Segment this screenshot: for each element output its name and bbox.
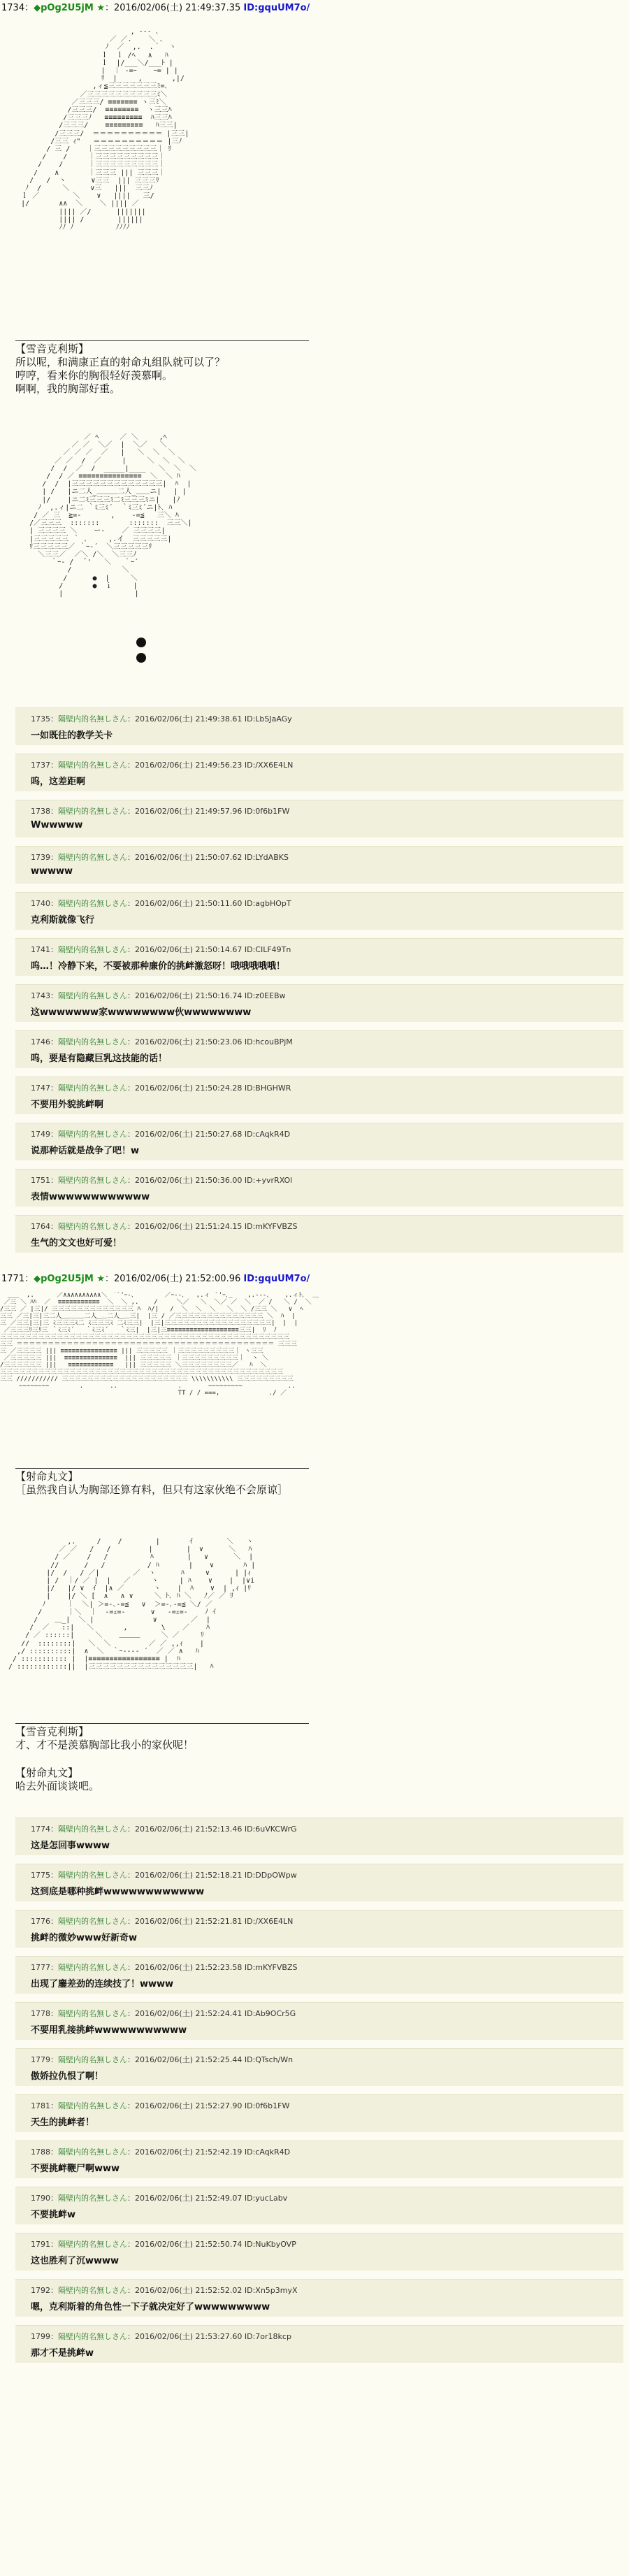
reply-1788: 1788：隔壁内的名無しさん：2016/02/06(土) 21:52:42.19 ID:cAqkR4D 不要挑衅鞭尸啊www [15,2140,623,2178]
reply-message: 生气的文文也好可爱！ [31,1238,122,1249]
reply-name: 隔壁内的名無しさん [58,1037,127,1046]
reply-message: 克利斯就像飞行 [31,915,95,926]
reply-name: 隔壁内的名無しさん [58,1222,127,1231]
speaker-label: 【雪音克利斯】 [15,1725,89,1738]
reply-1740: 1740：隔壁内的名無しさん：2016/02/06(土) 21:50:11.60 ID:agbHOpT 克利斯就像飞行 [15,892,623,930]
reply-number[interactable]: 1738 [31,807,50,816]
post-datetime: ：2016/02/06(土) 21:49:37.35 [104,3,241,13]
reply-name: 隔壁内的名無しさん [58,853,127,862]
reply-meta: ：2016/02/06(土) 21:52:13.46 ID:6uVKCWrG [127,1825,297,1834]
speech-chris-1 [15,343,225,396]
ascii-art-clash-scene: ___ ,. ／∧∧∧∧∧∧∧∧∧∧＼ ｀ﾞ'ｰ-､ ／ｰ‐-､ ,.ィ ﾞ'ｰ､_ ,.-‐-､ ,.ィﾄ､ ＿ ／三 ＼ ﾊﾊ ／ ≡≡≡≡≡≡≡≡≡≡≡ ＼ ＼ ,. / ＼／ ＼ ＼／ ／ ＼ ／ / ＼ / ＼ /三三 ／ |三|/ 三三三三三三三三三三三三三 ﾊ ﾊ/| / ＼ ＼ ＼ ＼ ＼ /三三 ＼ ∨ ﾍ 三三 ／三|三|三二人_＿＿＿二人_＿二人_＿三| |三 / ／三三三三三三三三三三三三三三 ＼ ﾊ | 三 ／三三|三|三 ﾐ三三三ﾐ二 ﾐ三三三ﾐ 二ﾐ三三| |三|三三三三三三三三三三三三三三三三三| | | ／三三三ﾘ三ﾘ三 ｀ﾐ三ﾐ´ ｀ﾐ三ﾐ´ ｀ﾐ三| |三|三≡≡≡≡≡≡≡≡≡≡≡≡≡≡≡≡≡≡≡三三| ﾘ ﾉ 三三三三三三三三三三三三三三三三三三三三三三三三三三三三三三三三三三三三三三三三三三三三三三 三三 ＝＝＝＝＝＝＝＝＝＝＝＝＝＝＝＝＝＝＝＝＝＝＝＝＝＝＝＝＝＝＝＝＝＝＝＝＝＝＝＝＝ 三三三 三 ／三三三三 ||| ≡≡≡≡≡≡≡≡≡≡≡≡≡≡≡ ||| 三三三三三 ｜三三三三三三三三三｜ ヽ三三 ／三三三三三 ||| ≡≡≡≡≡≡≡≡≡≡≡≡≡≡ ||| 三三三三三 ｜三三三三三三三三三｜ ヽ ＼ /三三三三三三 ||| ≡≡≡≡≡≡≡≡≡≡≡≡ ||| 三三三三三 ＼三三三三三三三三／ ﾊ ＼ 三三三三三三三三三三三三三三三三三三三三三三三三三三三三三三三三三三三三三三三三三三三三三 三三 /////////// 三三三三三三三三三三三三三三三三三三三三 \\\\\\\\\\\ 三三三三三三三三三 ~~~~~~~~ . .. . ~~~~~~~~~ .. TT / / ===, ./ ／ [0,1292,319,1397]
reply-number[interactable]: 1779 [31,2055,50,2064]
reply-meta: ：2016/02/06(土) 21:50:16.74 ID:z0EEBw [127,991,286,1000]
reply-1751: 1751：隔壁内的名無しさん：2016/02/06(土) 21:50:36.00 ID:+yvrRXOl 表情wwwwwwwwwwww [15,1169,623,1207]
speech-line: 哈去外面谈谈吧。 [15,1780,100,1792]
reply-message: 这到底是哪种挑衅wwwwwwwwwwww [31,1887,205,1897]
reply-number[interactable]: 1788 [31,2147,50,2157]
reply-1776: 1776：隔壁内的名無しさん：2016/02/06(土) 21:52:21.81 ID:/XX6E4LN 挑衅的微妙www好新奇w [15,1910,623,1948]
button-ornament-icon [136,638,146,647]
reply-number[interactable]: 1792 [31,2286,50,2295]
reply-name: 隔壁内的名無しさん [58,1871,127,1880]
reply-meta: ：2016/02/06(土) 21:52:25.44 ID:QTsch/Wn [127,2055,294,2064]
reply-message: 出现了鏖差劲的连续技了！wwww [31,1979,174,1989]
reply-message: 呜，这差距啊 [31,777,86,787]
reply-number[interactable]: 1778 [31,2009,50,2018]
reply-message: 呜…！冷静下来，不要被那种廉价的挑衅激怒呀！哦哦哦哦哦！ [31,961,286,972]
reply-meta: ：2016/02/06(土) 21:52:52.02 ID:Xn5p3myX [127,2286,298,2295]
reply-1743: 1743：隔壁内的名無しさん：2016/02/06(土) 21:50:16.74 ID:z0EEBw 这wwwwwww家wwwwwwww伙wwwwwwww [15,984,623,1022]
reply-1779: 1779：隔壁内的名無しさん：2016/02/06(土) 21:52:25.44 ID:QTsch/Wn 傲娇拉仇恨了啊！ [15,2048,623,2086]
reply-name: 隔壁内的名無しさん [58,1825,127,1834]
speaker-label: 【射命丸文】 [15,1470,79,1483]
reply-name: 隔壁内的名無しさん [58,761,127,770]
reply-message: 这是怎回事wwww [31,1841,110,1851]
reply-message: 说那种话就是战争了吧！w [31,1146,140,1156]
reply-number[interactable]: 1743 [31,991,50,1000]
speech-aya-2 [15,1766,99,1793]
speech-line: 哼哼，看来你的胸很轻好羡慕啊。 [15,369,173,382]
ascii-art-chris-smug: ／ ﾍ ／ ＼ ,ﾍ ／ ／ ＼／ | ＼／ ＼ ／ ／ ／ ／ | ＼ ＼ ＼ ／ ／ / ／ | ＼ ＼ ＼ / / ／ / _____|____ ＼ ＼ ＼ / / ／ ≡≡≡≡≡≡≡≡≡≡≡≡≡≡≡ ＼ ＼ ﾊ / / |三三三三三三三三三三三三三| ﾊ | | / |ニ二人_＿＿＿二人_＿＿ニ| | | |/ |ニ二ﾐ三三三ﾐ二ﾐ三三三ﾐニ| |ﾉ ﾉ ,.ィ|ニ二 ｀ﾐ三ﾐ´ ｀ﾐ三ﾐ´ニ|ﾄ､ ﾊ / ／ 三 ≧=- , -=≦ 三＼ ﾊ /／三三三 ::::::: ::::::: 三三＼| | 三三三三 ＼ ー‐ ／ 三三三三| |三三三三三 ｀ ､ ,.イ 三三三三三| ﾘ三三三三三／ ｀ｰ‐´ ＼三三三三三ﾘ ＼三三／ ／＼ /＼ ＼三三ﾉ ｀ｰ‐ / ﾞ' ＼ ｀ｰ´ / ＼ / ● | ＼ / ● ｉ | | | [29,433,196,598]
reply-name: 隔壁内的名無しさん [58,899,127,908]
reply-number[interactable]: 1749 [31,1130,50,1139]
poster-id[interactable]: ID:gquUM7o/ [243,3,310,13]
post-number: 1771： [1,1274,34,1284]
reply-meta: ：2016/02/06(土) 21:52:21.81 ID:/XX6E4LN [127,1917,294,1926]
reply-number[interactable]: 1747 [31,1084,50,1093]
reply-1778: 1778：隔壁内的名無しさん：2016/02/06(土) 21:52:24.41 ID:Ab9OCr5G 不要用乳接挑衅wwwwwwwwwww [15,2002,623,2040]
reply-1747: 1747：隔壁内的名無しさん：2016/02/06(土) 21:50:24.28 ID:BHGHWR 不要用外貌挑衅啊 [15,1077,623,1114]
reply-1746: 1746：隔壁内的名無しさん：2016/02/06(土) 21:50:23.06 ID:hcouBPjM 呜，要是有隐藏巨乳这技能的话！ [15,1030,623,1068]
reply-number[interactable]: 1776 [31,1917,50,1926]
reply-name: 隔壁内的名無しさん [58,991,127,1000]
reply-meta: ：2016/02/06(土) 21:49:38.61 ID:LbSJaAGy [127,714,292,724]
speech-chris-2 [15,1725,194,1752]
reply-message: 这wwwwwww家wwwwwwww伙wwwwwwww [31,1007,252,1018]
reply-1764: 1764：隔壁内的名無しさん：2016/02/06(土) 21:51:24.15 ID:mKYFVBZS 生气的文文也好可爱！ [15,1215,623,1253]
speech-line: ［虽然我自认为胸部还算有料，但只有这家伙绝不会原谅］ [15,1483,289,1496]
reply-number[interactable]: 1775 [31,1871,50,1880]
reply-meta: ：2016/02/06(土) 21:49:56.23 ID:/XX6E4LN [127,761,294,770]
reply-meta: ：2016/02/06(土) 21:53:27.60 ID:7or18kcp [127,2332,291,2341]
reply-message: 呜，要是有隐藏巨乳这技能的话！ [31,1053,168,1064]
poster-id[interactable]: ID:gquUM7o/ [243,1274,310,1284]
reply-name: 隔壁内的名無しさん [58,1176,127,1185]
reply-message: 不要用乳接挑衅wwwwwwwwwww [31,2025,187,2036]
reply-message: 一如既往的教学关卡 [31,731,113,741]
reply-number[interactable]: 1799 [31,2332,50,2341]
poster-trip[interactable]: ◆pOg2U5jM ★ [34,3,105,13]
reply-meta: ：2016/02/06(土) 21:52:50.74 ID:NuKbyOVP [127,2240,296,2249]
reply-number[interactable]: 1735 [31,714,50,724]
reply-message: 表情wwwwwwwwwwww [31,1192,150,1202]
reply-message: 不要挑衅w [31,2210,76,2220]
reply-name: 隔壁内的名無しさん [58,2101,127,2110]
reply-meta: ：2016/02/06(土) 21:52:49.07 ID:yucLabv [127,2194,288,2203]
reply-meta: ：2016/02/06(土) 21:49:57.96 ID:0f6b1FW [127,807,290,816]
poster-trip[interactable]: ◆pOg2U5jM ★ [34,1274,105,1284]
reply-name: 隔壁内的名無しさん [58,2332,127,2341]
reply-meta: ：2016/02/06(土) 21:50:07.62 ID:LYdABKS [127,853,289,862]
reply-1792: 1792：隔壁内的名無しさん：2016/02/06(土) 21:52:52.02 ID:Xn5p3myX 嗯，克利斯着的角色性一下子就决定好了wwwwwwwww [15,2279,623,2317]
reply-name: 隔壁内的名無しさん [58,807,127,816]
reply-message: 傲娇拉仇恨了啊！ [31,2071,104,2082]
reply-1774: 1774：隔壁内的名無しさん：2016/02/06(土) 21:52:13.46 ID:6uVKCWrG 这是怎回事wwww [15,1818,623,1855]
post-number: 1734： [1,3,34,13]
reply-meta: ：2016/02/06(土) 21:50:11.60 ID:agbHOpT [127,899,291,908]
reply-number[interactable]: 1737 [31,761,50,770]
divider [15,1468,309,1469]
reply-1741: 1741：隔壁内的名無しさん：2016/02/06(土) 21:50:14.67 ID:CILF49Tn 呜…！冷静下来，不要被那种廉价的挑衅激怒呀！哦哦哦哦哦！ [15,938,623,976]
reply-number[interactable]: 1791 [31,2240,50,2249]
reply-message: wwwww [31,866,73,877]
reply-message: 天生的挑衅者！ [31,2117,95,2128]
reply-number[interactable]: 1739 [31,853,50,862]
reply-1775: 1775：隔壁内的名無しさん：2016/02/06(土) 21:52:18.21 ID:DDpOWpw 这到底是哪种挑衅wwwwwwwwwwww [15,1864,623,1901]
reply-number[interactable]: 1777 [31,1963,50,1972]
reply-name: 隔壁内的名無しさん [58,1963,127,1972]
reply-name: 隔壁内的名無しさん [58,1917,127,1926]
ascii-art-aya-angry: ,. / / | ｲ ＼ ヽ ／ ／ / / | | ∨ ＼ ﾊ / ／ / / ﾊ | ∨ ＼ | // / / / ﾊ | ∨ ﾊ | |/ / / ／| ／ ヽ ﾊ ∨ | |ｨ | / ｜/ ／ | | ／ ヽ | ﾊ ∨ | |∨i |/ |/ ∨ ｲ |∧ ／ ヽ | ﾊ ∨ | ,ｨ |ﾘ | |/ ＼ [ ∧ ∧ ∨ ＼ ﾄ､ ﾊ ＼ ﾉ／ ／ ﾘ ﾉ ｜ ＼| ＞=-､-=≦ ∨ ＞=-､-=≦ ＼/ ／ / ｜＼ ｜ ‐=ｪ=‐ ∨ ‐=ｪ=‐ ﾉ ｲ / ＿_| ＼ | ∨ ／ | / ／ ::| ＼ , \ ／ ﾊ / ／ ::::::| ＼ ＿＿＿ ＼ ／ ﾘ // ::::::::| ＼ ＼ ／ ／ ,,ｨ | ,/ ::::::::::| ∧ ＼ ｀ｰ---‐ ´ ／ ／ ∧ ﾊ / ::::::::::: | |≡≡≡≡≡≡≡≡≡≡≡≡≡≡≡≡≡ | ﾊ / ::::::::::::|| |三三三三三三三三三三三三三三三| ﾊ [8,1538,256,1671]
button-ornament-icon [136,653,146,663]
reply-meta: ：2016/02/06(土) 21:50:27.68 ID:cAqkR4D [127,1130,291,1139]
reply-meta: ：2016/02/06(土) 21:52:23.58 ID:mKYFVBZS [127,1963,298,1972]
reply-name: 隔壁内的名無しさん [58,1084,127,1093]
reply-meta: ：2016/02/06(土) 21:52:18.21 ID:DDpOWpw [127,1871,297,1880]
reply-name: 隔壁内的名無しさん [58,2194,127,2203]
post-header-1734 [1,3,310,14]
reply-name: 隔壁内的名無しさん [58,2240,127,2249]
reply-meta: ：2016/02/06(土) 21:50:14.67 ID:CILF49Tn [127,945,291,954]
reply-name: 隔壁内的名無しさん [58,945,127,954]
speech-line: 所以呢，和满康正直的射命丸组队就可以了？ [15,356,226,368]
reply-name: 隔壁内的名無しさん [58,2286,127,2295]
reply-message: 不要用外貌挑衅啊 [31,1100,104,1110]
post-datetime: ：2016/02/06(土) 21:52:00.96 [104,1274,241,1284]
reply-message: 这也胜利了沉wwww [31,2256,120,2266]
divider [15,340,309,341]
reply-message: 那才不是挑衅w [31,2348,94,2359]
reply-1737: 1737：隔壁内的名無しさん：2016/02/06(土) 21:49:56.23 ID:/XX6E4LN 呜，这差距啊 [15,754,623,791]
speech-line: 啊啊，我的胸部好重。 [15,382,121,395]
reply-number[interactable]: 1764 [31,1222,50,1231]
reply-1777: 1777：隔壁内的名無しさん：2016/02/06(土) 21:52:23.58 ID:mKYFVBZS 出现了鏖差劲的连续技了！wwww [15,1956,623,1994]
reply-1799: 1799：隔壁内的名無しさん：2016/02/06(土) 21:53:27.60 ID:7or18kcp 那才不是挑衅w [15,2325,623,2363]
reply-number[interactable]: 1774 [31,1825,50,1834]
reply-name: 隔壁内的名無しさん [58,2055,127,2064]
reply-number[interactable]: 1740 [31,899,50,908]
reply-1781: 1781：隔壁内的名無しさん：2016/02/06(土) 21:52:27.90 ID:0f6b1FW 天生的挑衅者！ [15,2094,623,2132]
reply-message: Wwwwww [31,820,83,830]
reply-meta: ：2016/02/06(土) 21:50:36.00 ID:+yvrRXOl [127,1176,293,1185]
reply-message: 嗯，克利斯着的角色性一下子就决定好了wwwwwwwww [31,2302,270,2312]
reply-number[interactable]: 1781 [31,2101,50,2110]
reply-1749: 1749：隔壁内的名無しさん：2016/02/06(土) 21:50:27.68 ID:cAqkR4D 说那种话就是战争了吧！w [15,1123,623,1160]
reply-1739: 1739：隔壁内的名無しさん：2016/02/06(土) 21:50:07.62 ID:LYdABKS wwwww [15,846,623,884]
reply-meta: ：2016/02/06(土) 21:51:24.15 ID:mKYFVBZS [127,1222,298,1231]
ascii-art-chris-standing: , -‐- ､ ／ ／. ＼ ､ ﾉ ／ ,. .｀ ヽ ｌ ｌ /ﾍ ∧ ﾊ ｌ |/___＼/___ﾄ | | ｜ -=ｰ ｰ= | | ﾘ | , ,|/ ,ィ≦三三三三三三三ﾐ=､ ／三三三三三三三三三三ﾐ＼ ／三三三/ ≡≡≡≡≡≡≡ ヽ三ﾐ＼ /三三三/ ≡≡≡≡≡≡≡≡ ヽ三三ﾊ /三三三ﾉ ≡≡≡≡≡≡≡≡≡ ﾊ三三ﾊ /三三三/ ≡≡≡≡≡≡≡≡≡ ﾊ三三| /三三三/ ＝＝＝＝＝＝＝＝＝＝ |三三| /三三 ｨ" ＝＝＝＝＝＝＝＝＝＝ |三ﾉ / 三 / ｜三三三三三三三三三｜ ﾘ / / ｜三三三三三三三三三｜ / / ｜三三三三三三三三三｜ / ∧ ｜三三三 ||| 三三三｜ / / ヽ ∨三三 ||| 三三三ﾘ ﾉ / ＼ ∨三 ||| 三三ﾉ ｌ ／ ＼ ∨ |||| 三/ |/ ∧∧ ＼ ＼ |||| ／ |||| ／/ ||||||| |||| / |||||| ﾉﾉ ﾉ ﾉﾉﾉﾉ [21,28,189,232]
post-header-1771 [1,1274,310,1285]
reply-meta: ：2016/02/06(土) 21:50:23.06 ID:hcouBPjM [127,1037,293,1046]
reply-1738: 1738：隔壁内的名無しさん：2016/02/06(土) 21:49:57.96 ID:0f6b1FW Wwwwww [15,800,623,837]
reply-number[interactable]: 1751 [31,1176,50,1185]
reply-message: 挑衅的微妙www好新奇w [31,1933,138,1943]
reply-number[interactable]: 1790 [31,2194,50,2203]
speaker-label: 【雪音克利斯】 [15,343,89,355]
speech-aya-1 [15,1470,288,1497]
reply-meta: ：2016/02/06(土) 21:52:42.19 ID:cAqkR4D [127,2147,291,2157]
reply-name: 隔壁内的名無しさん [58,2009,127,2018]
divider [15,1723,309,1724]
reply-meta: ：2016/02/06(土) 21:52:24.41 ID:Ab9OCr5G [127,2009,296,2018]
reply-meta: ：2016/02/06(土) 21:50:24.28 ID:BHGHWR [127,1084,291,1093]
reply-message: 不要挑衅鞭尸啊www [31,2164,120,2174]
reply-number[interactable]: 1746 [31,1037,50,1046]
reply-name: 隔壁内的名無しさん [58,714,127,724]
speech-line: 才、才不是羡慕胸部比我小的家伙呢！ [15,1739,194,1751]
reply-number[interactable]: 1741 [31,945,50,954]
reply-1791: 1791：隔壁内的名無しさん：2016/02/06(土) 21:52:50.74 ID:NuKbyOVP 这也胜利了沉wwww [15,2233,623,2271]
reply-meta: ：2016/02/06(土) 21:52:27.90 ID:0f6b1FW [127,2101,290,2110]
reply-1790: 1790：隔壁内的名無しさん：2016/02/06(土) 21:52:49.07 ID:yucLabv 不要挑衅w [15,2187,623,2224]
speaker-label: 【射命丸文】 [15,1766,79,1779]
reply-1735: 1735：隔壁内的名無しさん：2016/02/06(土) 21:49:38.61 ID:LbSJaAGy 一如既往的教学关卡 [15,707,623,745]
reply-name: 隔壁内的名無しさん [58,1130,127,1139]
reply-name: 隔壁内的名無しさん [58,2147,127,2157]
